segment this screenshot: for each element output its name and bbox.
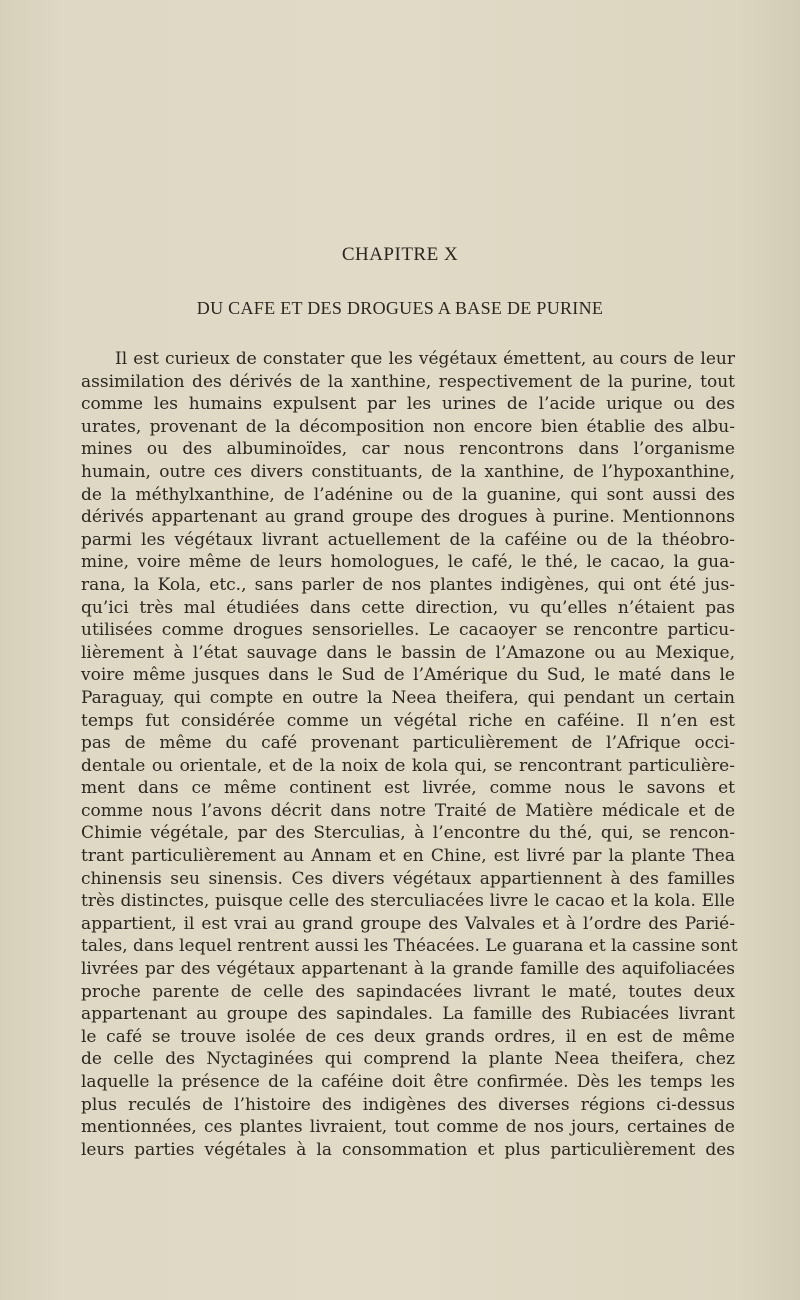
text-line: temps fut considérée comme un végétal riche en caféine. Il n’en est [81,710,735,731]
chapter-heading: CHAPITRE X [341,244,459,265]
text-line: utilisées comme drogues sensorielles. Le cacaoyer se rencontre particu- [81,620,735,641]
text-line: proche parente de celle des sapindacées livrant le maté, toutes deux [81,981,735,1002]
text-line: livrées par des végétaux appartenant à la grande famille des aquifoliacées [81,959,735,980]
text-line: très distinctes, puisque celle des sterculiacées livre le cacao et la kola. Elle [81,891,735,912]
text-line: leurs parties végétales à la consommation et plus particulièrement des [81,1139,735,1160]
text-line: parmi les végétaux livrant actuellement de la caféine ou de la théobro- [81,529,735,550]
text-line: voire même jusques dans le Sud de l’Amérique du Sud, le maté dans le [81,665,735,686]
text-line: assimilation des dérivés de la xanthine, respectivement de la purine, tout [81,371,735,392]
text-line: laquelle la présence de la caféine doit être confirmée. Dès les temps les [81,1072,735,1092]
text-line: appartient, il est vrai au grand groupe des Valvales et à l’ordre des Parié- [81,913,735,934]
text-line: dérivés appartenant au grand groupe des drogues à purine. Mentionnons [81,507,735,528]
text-line: plus reculés de l’histoire des indigènes des diverses régions ci-dessus [81,1094,735,1115]
text-line: ment dans ce même continent est livrée, comme nous le savons et [81,778,735,799]
text-line: appartenant au groupe des sapindales. La famille des Rubiacées livrant [81,1004,735,1025]
text-line: Paraguay, qui compte en outre la Neea theifera, qui pendant un certain [81,687,735,708]
text-line: urates, provenant de la décomposition non encore bien établie des albu- [81,416,735,437]
text-line: mine, voire même de leurs homologues, le café, le thé, le cacao, la gua- [81,552,735,573]
text-line: dentale ou orientale, et de la noix de kola qui, se rencontrant particulière- [81,755,735,776]
text-line: de celle des Nyctaginées qui comprend la plante Neea theifera, chez [81,1049,735,1070]
text-line: mines ou des albuminoïdes, car nous rencontrons dans l’organisme [81,439,735,460]
text-line: trant particulièrement au Annam et en Chine, est livré par la plante Thea [81,846,735,867]
text-line: qu’ici très mal étudiées dans cette direction, vu qu’elles n’étaient pas [81,597,735,618]
text-line: comme nous l’avons décrit dans notre Traité de Matière médicale et de [81,800,735,821]
text-line: humain, outre ces divers constituants, de la xanthine, de l’hypoxanthine, [81,461,735,482]
text-line: comme les humains expulsent par les urines de l’acide urique ou des [81,394,735,415]
text-line: mentionnées, ces plantes livraient, tout comme de nos jours, certaines de [81,1117,735,1138]
text-line: Il est curieux de constater que les végétaux émettent, au cours de leur [115,349,735,369]
text-line: chinensis seu sinensis. Ces divers végétaux appartiennent à des familles [81,868,735,889]
text-line: rana, la Kola, etc., sans parler de nos plantes indigènes, qui ont été jus- [81,574,735,595]
text-line: tales, dans lequel rentrent aussi les Théacées. Le guarana et la cassine sont [81,936,738,957]
section-title: DU CAFE ET DES DROGUES A BASE DE PURINE [196,298,604,318]
text-line: le café se trouve isolée de ces deux grands ordres, il en est de même [81,1026,735,1047]
body-paragraph [81,348,738,1161]
text-line: de la méthylxanthine, de l’adénine ou de la guanine, qui sont aussi des [81,484,735,505]
text-line: pas de même du café provenant particulièrement de l’Afrique occi- [81,733,735,754]
text-line: lièrement à l’état sauvage dans le bassin de l’Amazone ou au Mexique, [81,642,735,663]
text-line: Chimie végétale, par des Sterculias, à l’encontre du thé, qui, se rencon- [81,823,735,844]
